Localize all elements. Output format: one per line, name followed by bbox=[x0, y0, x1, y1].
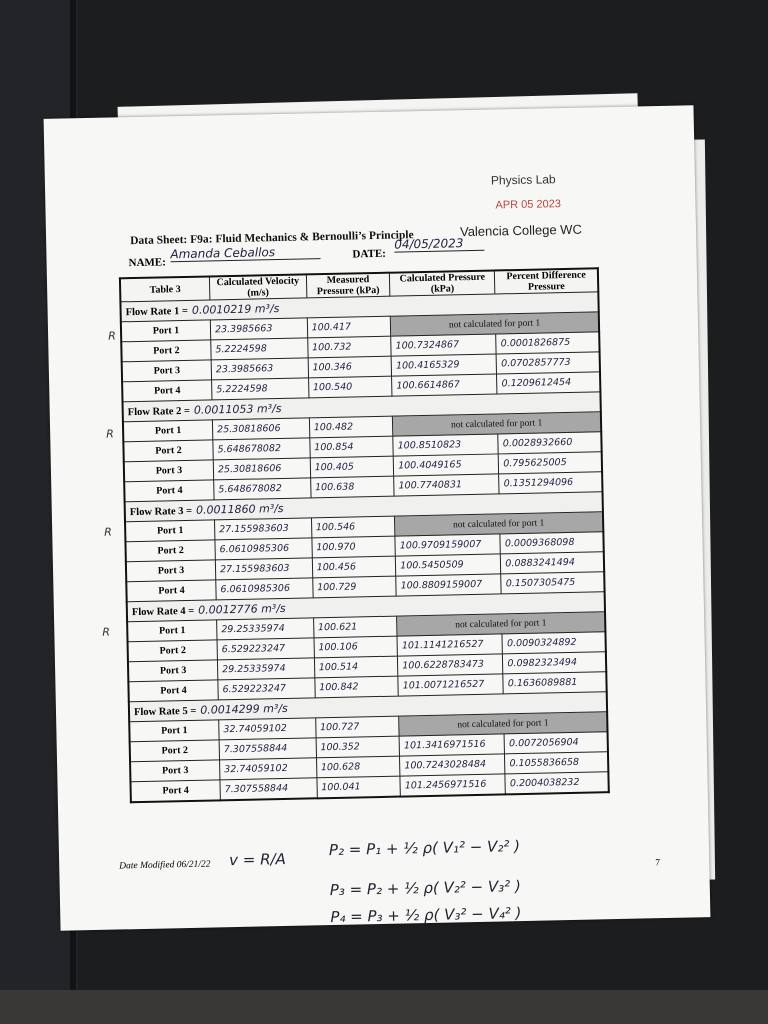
port-label: Port 2 bbox=[130, 740, 220, 762]
measured-pressure-cell: 100.970 bbox=[312, 536, 396, 558]
percent-difference-cell: 0.0072056904 bbox=[504, 732, 608, 754]
velocity-cell: 5.648678082 bbox=[213, 438, 310, 460]
flow-rate-value: 0.0012776 m³/s bbox=[198, 601, 286, 617]
header-calculated-pressure: Calculated Pressure (kPa) bbox=[390, 270, 496, 296]
measured-pressure-cell: 100.106 bbox=[314, 636, 398, 658]
measured-pressure-cell: 100.732 bbox=[307, 336, 391, 358]
margin-mark: R bbox=[106, 427, 114, 441]
measured-pressure-cell: 100.638 bbox=[310, 476, 394, 498]
header-table: Table 3 bbox=[120, 276, 210, 301]
name-value: Amanda Ceballos bbox=[170, 244, 320, 262]
measured-pressure-cell: 100.854 bbox=[310, 436, 394, 458]
port-label: Port 4 bbox=[128, 680, 218, 702]
velocity-cell: 29.25335974 bbox=[217, 658, 314, 680]
header-percent-difference: Percent Difference Pressure bbox=[495, 268, 599, 294]
calculated-pressure-cell: 100.7324867 bbox=[391, 334, 497, 356]
flow-rate-label: Flow Rate 1 = bbox=[125, 305, 189, 319]
percent-difference-cell: 0.0001826875 bbox=[496, 332, 600, 354]
flow-rate-label: Flow Rate 2 = bbox=[127, 405, 191, 419]
percent-difference-cell: 0.1055836658 bbox=[505, 752, 609, 774]
measured-pressure-cell: 100.628 bbox=[316, 756, 400, 778]
velocity-cell: 23.3985663 bbox=[211, 358, 308, 380]
date-label: DATE: bbox=[352, 247, 387, 261]
port-label: Port 3 bbox=[130, 760, 220, 782]
percent-difference-cell: 0.1209612454 bbox=[497, 372, 601, 394]
port-label: Port 1 bbox=[127, 620, 217, 642]
port-label: Port 2 bbox=[121, 340, 211, 362]
port-label: Port 4 bbox=[130, 780, 220, 802]
calculated-pressure-cell: 100.6614867 bbox=[392, 374, 498, 396]
calculated-pressure-cell: 100.6228783473 bbox=[398, 654, 504, 676]
results-table bbox=[119, 267, 610, 803]
port-label: Port 1 bbox=[123, 420, 213, 442]
measured-pressure-cell: 100.727 bbox=[315, 716, 399, 738]
port-label: Port 1 bbox=[129, 720, 219, 742]
equation-velocity: v = R/A bbox=[228, 849, 287, 870]
percent-difference-cell: 0.795625005 bbox=[499, 452, 603, 474]
percent-difference-cell: 0.0702857773 bbox=[496, 352, 600, 374]
velocity-cell: 5.2224598 bbox=[211, 338, 308, 360]
measured-pressure-cell: 100.514 bbox=[314, 656, 398, 678]
percent-difference-cell: 0.1351294096 bbox=[499, 472, 603, 494]
port-label: Port 3 bbox=[124, 460, 214, 482]
flow-rate-label: Flow Rate 3 = bbox=[129, 505, 193, 519]
port-label: Port 3 bbox=[128, 660, 218, 682]
data-sheet-paper bbox=[44, 105, 711, 930]
port-label: Port 2 bbox=[125, 540, 215, 562]
velocity-cell: 5.2224598 bbox=[212, 378, 309, 400]
velocity-cell: 5.648678082 bbox=[214, 478, 311, 500]
velocity-cell: 25.30818606 bbox=[212, 418, 309, 440]
percent-difference-cell: 0.0090324892 bbox=[502, 632, 606, 654]
velocity-cell: 7.307558844 bbox=[219, 738, 316, 760]
percent-difference-cell: 0.0982323494 bbox=[503, 652, 607, 674]
measured-pressure-cell: 100.546 bbox=[311, 516, 395, 538]
calculated-pressure-cell: 100.8809159007 bbox=[396, 574, 502, 596]
percent-difference-cell: 0.0009368098 bbox=[500, 532, 604, 554]
measured-pressure-cell: 100.482 bbox=[309, 416, 393, 438]
calculated-pressure-cell: 100.8510823 bbox=[393, 434, 499, 456]
calculated-pressure-cell: 100.9709159007 bbox=[395, 534, 501, 556]
calculated-pressure-cell: 100.4049165 bbox=[393, 454, 499, 476]
margin-mark: R bbox=[104, 525, 113, 539]
percent-difference-cell: 0.0028932660 bbox=[498, 432, 602, 454]
port-label: Port 1 bbox=[121, 320, 211, 342]
equation-p4: P₄ = P₃ + ½ ρ( V₃² − V₄² ) bbox=[330, 904, 522, 927]
calculated-pressure-cell: 100.7243028484 bbox=[400, 754, 506, 776]
velocity-cell: 32.74059102 bbox=[219, 718, 316, 740]
velocity-cell: 6.0610985306 bbox=[215, 538, 312, 560]
sheet-title: Data Sheet: F9a: Fluid Mechanics & Bernoulli’s Principle bbox=[130, 229, 414, 248]
date-value: 04/05/2023 bbox=[394, 236, 484, 253]
flow-rate-value: 0.0011860 m³/s bbox=[195, 501, 284, 517]
measured-pressure-cell: 100.621 bbox=[313, 616, 397, 638]
measured-pressure-cell: 100.346 bbox=[308, 356, 392, 378]
flow-rate-value: 0.0014299 m³/s bbox=[200, 701, 288, 717]
calculated-pressure-cell: 100.5450509 bbox=[396, 554, 502, 576]
calculated-pressure-cell: 100.7740831 bbox=[394, 474, 500, 496]
velocity-cell: 7.307558844 bbox=[220, 778, 317, 801]
measured-pressure-cell: 100.041 bbox=[317, 776, 401, 798]
margin-mark: R bbox=[102, 625, 111, 639]
velocity-cell: 27.155983603 bbox=[215, 558, 312, 580]
not-calculated-cell: not calculated for port 1 bbox=[390, 312, 599, 336]
table-body bbox=[120, 292, 608, 802]
page-number: 7 bbox=[655, 858, 661, 869]
not-calculated-cell: not calculated for port 1 bbox=[397, 612, 606, 636]
not-calculated-cell: not calculated for port 1 bbox=[395, 512, 604, 536]
port-label: Port 4 bbox=[126, 580, 216, 602]
calculated-pressure-cell: 101.0071216527 bbox=[398, 674, 504, 696]
percent-difference-cell: 0.0883241494 bbox=[501, 552, 605, 574]
flow-rate-label: Flow Rate 5 = bbox=[133, 705, 197, 719]
port-label: Port 3 bbox=[126, 560, 216, 582]
flow-rate-label: Flow Rate 4 = bbox=[131, 605, 195, 619]
header-measured-pressure: Measured Pressure (kPa) bbox=[306, 273, 390, 298]
calculated-pressure-cell: 101.3416971516 bbox=[399, 734, 505, 756]
flow-rate-value: 0.0010219 m³/s bbox=[191, 301, 280, 317]
date-stamp: APR 05 2023 bbox=[495, 198, 562, 212]
velocity-cell: 29.25335974 bbox=[217, 618, 314, 640]
velocity-cell: 32.74059102 bbox=[220, 758, 317, 780]
velocity-cell: 6.529223247 bbox=[218, 678, 315, 700]
velocity-cell: 6.0610985306 bbox=[216, 578, 313, 600]
not-calculated-cell: not calculated for port 1 bbox=[393, 412, 602, 436]
lab-stamp: Physics Lab bbox=[490, 172, 556, 188]
percent-difference-cell: 0.2004038232 bbox=[505, 772, 609, 795]
percent-difference-cell: 0.1636089881 bbox=[503, 672, 607, 694]
equation-p2: P₂ = P₁ + ½ ρ( V₁² − V₂² ) bbox=[328, 837, 521, 860]
percent-difference-cell: 0.1507305475 bbox=[501, 572, 605, 594]
measured-pressure-cell: 100.456 bbox=[312, 556, 396, 578]
port-label: Port 2 bbox=[123, 440, 213, 462]
port-label: Port 1 bbox=[125, 520, 215, 542]
calculated-pressure-cell: 101.2456971516 bbox=[400, 774, 506, 797]
name-label: NAME: bbox=[128, 256, 167, 270]
velocity-cell: 27.155983603 bbox=[215, 518, 312, 540]
equation-p3: P₃ = P₂ + ½ ρ( V₂² − V₃² ) bbox=[329, 877, 522, 900]
margin-mark: R bbox=[107, 329, 116, 343]
measured-pressure-cell: 100.417 bbox=[307, 316, 391, 338]
measured-pressure-cell: 100.540 bbox=[308, 376, 392, 398]
date-modified: Date Modified 06/21/22 bbox=[119, 859, 211, 872]
college-stamp: Valencia College WC bbox=[459, 221, 583, 240]
velocity-cell: 6.529223247 bbox=[217, 638, 314, 660]
port-label: Port 4 bbox=[122, 380, 212, 402]
floor bbox=[0, 990, 768, 1024]
measured-pressure-cell: 100.405 bbox=[310, 456, 394, 478]
measured-pressure-cell: 100.352 bbox=[316, 736, 400, 758]
calculated-pressure-cell: 100.4165329 bbox=[391, 354, 497, 376]
port-label: Port 4 bbox=[124, 480, 214, 502]
flow-rate-value: 0.0011053 m³/s bbox=[193, 401, 282, 417]
measured-pressure-cell: 100.729 bbox=[312, 576, 396, 598]
calculated-pressure-cell: 101.1141216527 bbox=[397, 634, 503, 656]
header-velocity: Calculated Velocity (m/s) bbox=[209, 274, 306, 300]
port-label: Port 2 bbox=[128, 640, 218, 662]
not-calculated-cell: not calculated for port 1 bbox=[399, 712, 608, 736]
measured-pressure-cell: 100.842 bbox=[315, 676, 399, 698]
port-label: Port 3 bbox=[122, 360, 212, 382]
velocity-cell: 23.3985663 bbox=[210, 318, 307, 340]
velocity-cell: 25.30818606 bbox=[213, 458, 310, 480]
